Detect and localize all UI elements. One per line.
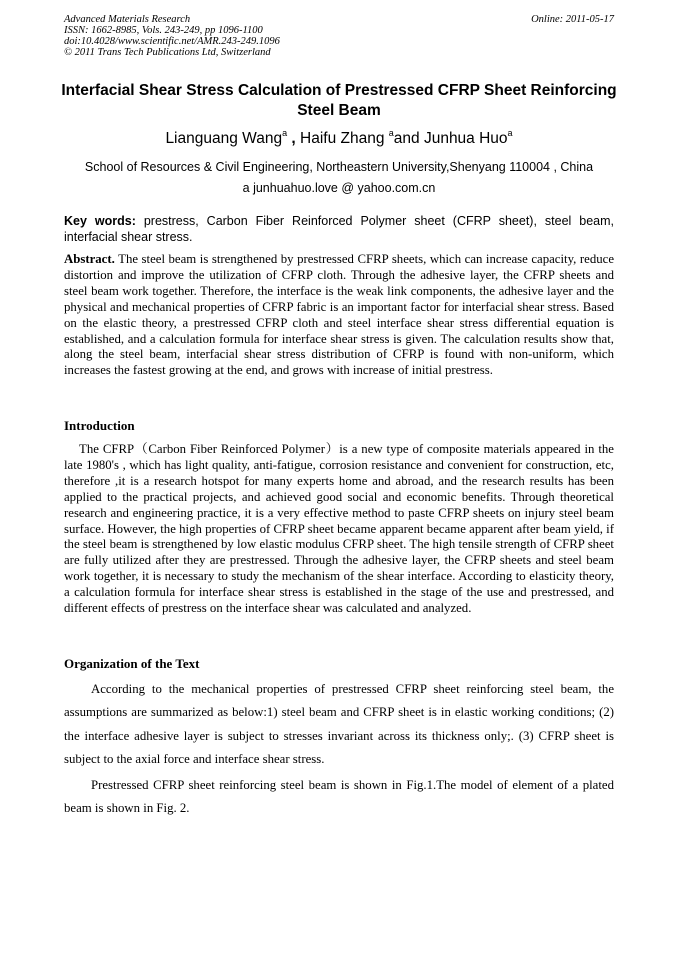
abstract-label: Abstract. bbox=[64, 252, 115, 266]
journal-name: Advanced Materials Research bbox=[64, 14, 191, 25]
introduction-paragraph: The CFRP（Carbon Fiber Reinforced Polymer）is a new type of composite materials appeared in the late 1980's , which has light quality, anti-fatigue, corrosion resistance and convenient for construction, etc, therefore ,it is a research hotspot for many experts home and abroad, and the research results has been applied to the practical projects, and achieved good social and economic benefits. Through theoretical research and engineering practice, it is a very effective method to paste CFRP sheets on injury steel beam surface. However, the high properties of CFRP sheet became apparent became apparent after beam yield, if the steel beam is strengthened by low elastic modulus CFRP sheet. The high tensile strength of CFRP sheet are fully utilized after they are prestressed. Through the adhesive layer, the CFRP sheets and steel beam work together, it is necessary to study the mechanism of the shear interface. According to elasticity theory, a calculation formula for interface shear stress is established in the stage of the use and prestressed, and different effects of prestress on the interface shear was calculated and analyzed. bbox=[64, 442, 614, 616]
author-name: and Junhua Huo bbox=[393, 130, 508, 147]
affiliation: School of Resources & Civil Engineering, Northeastern University,Shenyang 110004 , China bbox=[84, 160, 594, 174]
keywords bbox=[64, 213, 614, 245]
journal-doi: doi:10.4028/www.scientific.net/AMR.243-249.1096 bbox=[64, 36, 280, 47]
abstract bbox=[64, 252, 614, 379]
author-email: a junhuahuo.love @ yahoo.com.cn bbox=[242, 181, 436, 195]
organization-paragraph-2: Prestressed CFRP sheet reinforcing steel beam is shown in Fig.1.The model of element of a plated beam is shown in Fig. 2. bbox=[64, 778, 614, 816]
author-list bbox=[0, 129, 678, 149]
journal-copyright: © 2011 Trans Tech Publications Ltd, Switzerland bbox=[64, 47, 271, 58]
affiliation-mark: a bbox=[282, 128, 288, 138]
journal-header bbox=[64, 14, 614, 58]
keywords-label: Key words: bbox=[64, 214, 136, 228]
keywords-text: prestress, Carbon Fiber Reinforced Polymer sheet (CFRP sheet), steel beam, interfacial shear stress. bbox=[64, 214, 614, 244]
abstract-text: The steel beam is strengthened by prestressed CFRP sheets, which can increase capacity, reduce distortion and improve the utilization of CFRP cloth. Through the adhesive layer, the CFRP sheets and steel beam work together. Therefore, the interface is the weak link components, the adhesive layer and the physical and mechanical properties of CFRP fabric is an important factor for interfacial shear stress. Based on the elastic theory, a prestressed CFRP cloth and steel interface shear stress differential equation is established, and a calculation formula for interface shear stress is given. The calculation results show that, along the steel beam, interfacial shear stress distribution of CFRP is found with non-uniform, which increases the fastest growing at the end, and grows with increase of initial prestress. bbox=[64, 252, 614, 378]
online-date: Online: 2011-05-17 bbox=[531, 14, 614, 25]
section-heading-organization: Organization of the Text bbox=[64, 656, 200, 671]
affiliation-mark: a bbox=[507, 128, 513, 138]
journal-issn: ISSN: 1662-8985, Vols. 243-249, pp 1096-1100 bbox=[64, 25, 263, 36]
author-name: Lianguang Wang bbox=[165, 130, 283, 147]
affiliation-mark: a bbox=[388, 128, 394, 138]
section-heading-introduction: Introduction bbox=[64, 418, 135, 433]
organization-paragraph-1: According to the mechanical properties of prestressed CFRP sheet reinforcing steel beam, the assumptions are summarized as below:1) steel beam and CFRP sheet is in elastic working conditions; (2) the interface adhesive layer is subject to stresses invariant across its thickness only;. (3) CFRP sheet is subject to the axial force and interface shear stress. bbox=[64, 682, 614, 766]
author-separator: , bbox=[287, 130, 301, 147]
paper-title: Interfacial Shear Stress Calculation of Prestressed CFRP Sheet Reinforcing Steel Beam bbox=[61, 82, 617, 119]
author-name: Haifu Zhang bbox=[300, 130, 389, 147]
